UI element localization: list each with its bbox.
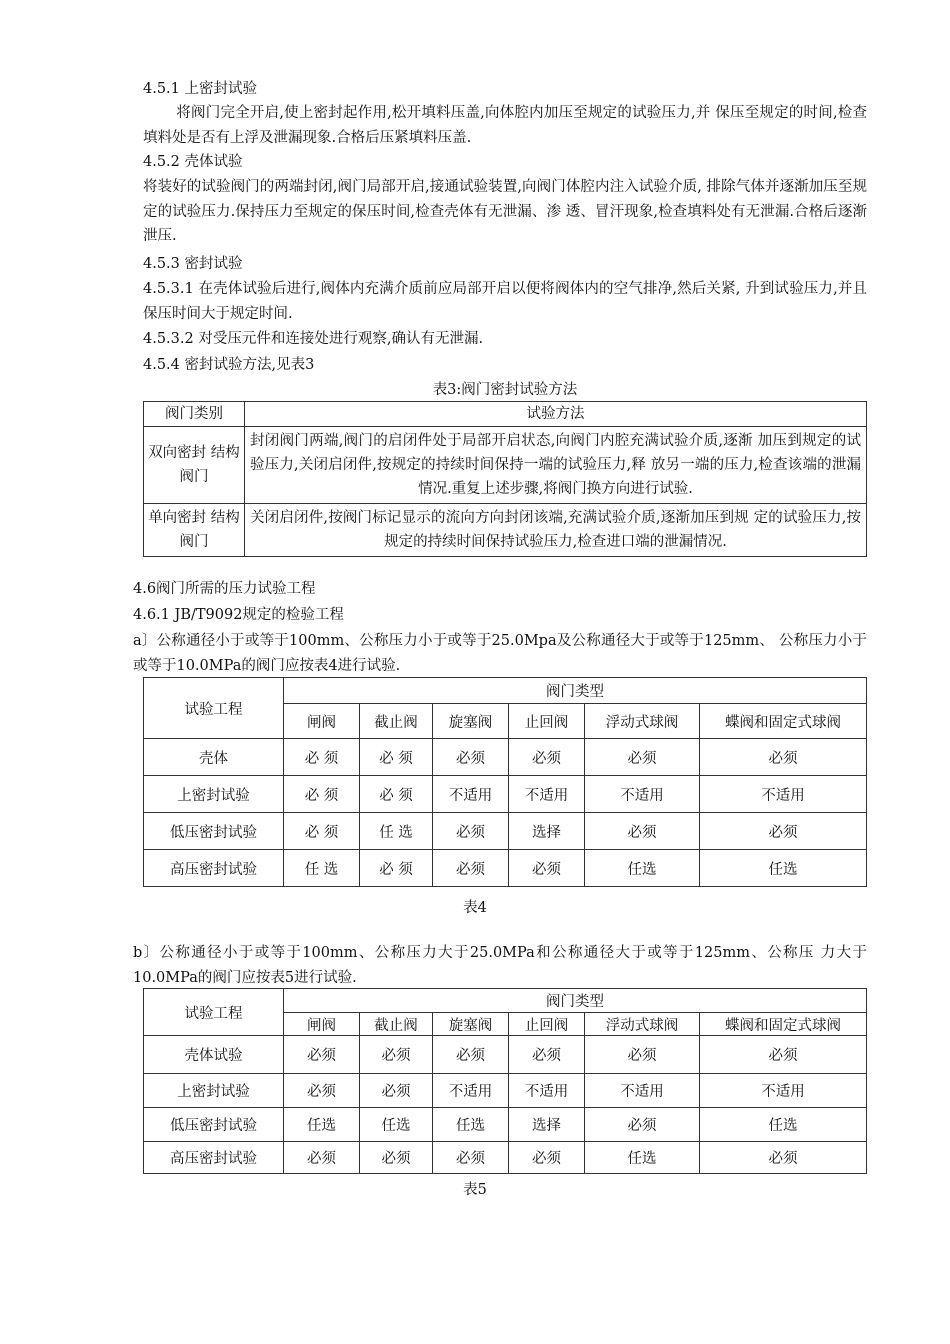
heading-4-6: 4.6阀门所需的压力试验工程 [133, 581, 316, 597]
table5-group-header: 阀门类型 [284, 989, 867, 1013]
table5-cell: 必须 [700, 1036, 867, 1074]
table5-cell: 任选 [433, 1108, 509, 1142]
paragraph-4-5-3-1: 4.5.3.1 在壳体试验后进行,阀体内充满介质前应局部开启以便将阀体内的空气排净,然后关紧, 升到试验压力,并且保压时间大于规定时间. [143, 281, 867, 322]
table5-item: 高压密封试验 [144, 1142, 284, 1174]
table5-cell: 任选 [700, 1108, 867, 1142]
table4-cell: 必须 [700, 813, 867, 850]
heading-4-5-4: 4.5.4 密封试验方法,见表3 [143, 357, 315, 373]
table4-cell: 必 须 [360, 776, 433, 813]
table-row [144, 1074, 867, 1108]
table4-cell: 必须 [433, 850, 509, 887]
table4-cell: 选择 [509, 813, 585, 850]
table5-cell: 必须 [360, 1142, 433, 1174]
table3-header-method: 试验方法 [245, 402, 867, 427]
table3 [143, 401, 867, 557]
table4-cell: 必须 [509, 739, 585, 776]
heading-4-6-1: 4.6.1 JB/T9092规定的检验工程 [133, 607, 344, 623]
table5-item: 低压密封试验 [144, 1108, 284, 1142]
table4-cell: 不适用 [433, 776, 509, 813]
table3-row-type: 双向密封 结构阀门 [144, 427, 245, 504]
table5-caption: 表5 [463, 1182, 487, 1198]
table4-cell: 不适用 [700, 776, 867, 813]
table4-column-header: 止回阀 [509, 704, 585, 739]
table4-cell: 任选 [585, 850, 700, 887]
heading-4-5-2: 4.5.2 壳体试验 [143, 154, 243, 170]
table5-column-header: 蝶阀和固定式球阀 [700, 1013, 867, 1036]
table4-cell: 不适用 [509, 776, 585, 813]
table5-cell: 任选 [284, 1108, 360, 1142]
table4-item: 低压密封试验 [144, 813, 284, 850]
table4-cell: 必 须 [284, 813, 360, 850]
table4-column-header: 蝶阀和固定式球阀 [700, 704, 867, 739]
table4-column-header: 浮动式球阀 [585, 704, 700, 739]
table-row [144, 739, 867, 776]
paragraph-4-5-1: 将阀门完全开启,使上密封起作用,松开填料压盖,向体腔内加压至规定的试验压力,并 保压至规定的时间,检查填料处是否有上浮及泄漏现象.合格后压紧填料压盖. [143, 105, 867, 146]
table5-item: 上密封试验 [144, 1074, 284, 1108]
table-row [144, 850, 867, 887]
table-row [144, 813, 867, 850]
table4-cell: 任 选 [360, 813, 433, 850]
table4-item: 上密封试验 [144, 776, 284, 813]
table3-row-type: 单向密封 结构阀门 [144, 504, 245, 557]
paragraph-item-a: a〕公称通径小于或等于100mm、公称压力小于或等于25.0Mpa及公称通径大于或等于125mm、 公称压力小于或等于10.0MPa的阀门应按表4进行试验. [133, 633, 867, 674]
table5-cell: 必须 [360, 1074, 433, 1108]
table-row [144, 1142, 867, 1174]
table5-cell: 任选 [585, 1142, 700, 1174]
table3-row-method: 关闭启闭件,按阀门标记显示的流向方向封闭该端,充满试验介质,逐渐加压到规 定的试验压力,按规定的持续时间保持试验压力,检查进口端的泄漏情况. [245, 504, 867, 557]
table4-item-header: 试验工程 [144, 678, 284, 739]
table5-column-header: 旋塞阀 [433, 1013, 509, 1036]
heading-4-5-3: 4.5.3 密封试验 [143, 256, 243, 272]
table4-cell: 必 须 [360, 739, 433, 776]
table4-item: 高压密封试验 [144, 850, 284, 887]
table5-item-header: 试验工程 [144, 989, 284, 1036]
table5-cell: 不适用 [585, 1074, 700, 1108]
table5-cell: 不适用 [509, 1074, 585, 1108]
paragraph-4-5-2: 将装好的试验阀门的两端封闭,阀门局部开启,接通试验装置,向阀门体腔内注入试验介质, 排除气体并逐渐加压至规定的试验压力.保持压力至规定的保压时间,检查壳体有无泄漏、渗 透、冒汗现象,检查填料处有无泄漏.合格后逐渐泄压. [143, 179, 867, 244]
table4-item: 壳体 [144, 739, 284, 776]
table5-cell: 必须 [360, 1036, 433, 1074]
table4-column-header: 闸阀 [284, 704, 360, 739]
table-row [144, 1036, 867, 1074]
table4-cell: 必须 [433, 813, 509, 850]
table5-cell: 任选 [360, 1108, 433, 1142]
table4-cell: 任选 [700, 850, 867, 887]
table5-column-header: 截止阀 [360, 1013, 433, 1036]
table-row [144, 776, 867, 813]
table4-caption: 表4 [463, 900, 487, 916]
table5-cell: 必须 [509, 1036, 585, 1074]
table3-header-type: 阀门类别 [144, 402, 245, 427]
table5-cell: 必须 [433, 1036, 509, 1074]
table3-row-method: 封闭阀门两端,阀门的启闭件处于局部开启状态,向阀门内腔充满试验介质,逐渐 加压到规定的试验压力,关闭启闭件,按规定的持续时间保持一端的试验压力,释 放另一端的压力,检查该端的泄漏情况.重复上述步骤,将阀门换方向进行试验. [245, 427, 867, 504]
table4-cell: 必须 [585, 813, 700, 850]
table4-cell: 必 须 [360, 850, 433, 887]
table4-cell: 必须 [585, 739, 700, 776]
table5-cell: 必须 [585, 1108, 700, 1142]
table4-cell: 必须 [509, 850, 585, 887]
paragraph-item-b: b〕公称通径小于或等于100mm、公称压力大于25.0MPa和公称通径大于或等于125mm、公称压 力大于10.0MPa的阀门应按表5进行试验. [133, 945, 867, 986]
table3-caption: 表3:阀门密封试验方法 [432, 382, 578, 398]
table5-cell: 必须 [284, 1074, 360, 1108]
table4-cell: 不适用 [585, 776, 700, 813]
table4-cell: 必须 [700, 739, 867, 776]
table5-cell: 必须 [284, 1142, 360, 1174]
table5-cell: 必须 [509, 1142, 585, 1174]
paragraph-4-5-3-2: 4.5.3.2 对受压元件和连接处进行观察,确认有无泄漏. [143, 331, 484, 347]
table4-column-header: 截止阀 [360, 704, 433, 739]
table5-cell: 选择 [509, 1108, 585, 1142]
table5-column-header: 浮动式球阀 [585, 1013, 700, 1036]
table4 [143, 677, 867, 887]
table4-cell: 必须 [433, 739, 509, 776]
table5-cell: 必须 [585, 1036, 700, 1074]
table5-cell: 必须 [284, 1036, 360, 1074]
heading-4-5-1: 4.5.1 上密封试验 [143, 81, 258, 97]
table5-cell: 不适用 [433, 1074, 509, 1108]
table4-cell: 必 须 [284, 739, 360, 776]
table5-item: 壳体试验 [144, 1036, 284, 1074]
table5-column-header: 止回阀 [509, 1013, 585, 1036]
table4-cell: 任 选 [284, 850, 360, 887]
table5-column-header: 闸阀 [284, 1013, 360, 1036]
table-row [144, 1108, 867, 1142]
table5-cell: 必须 [433, 1142, 509, 1174]
table4-column-header: 旋塞阀 [433, 704, 509, 739]
table5-cell: 必须 [700, 1142, 867, 1174]
table5-cell: 不适用 [700, 1074, 867, 1108]
table5 [143, 988, 867, 1174]
table4-group-header: 阀门类型 [284, 678, 867, 704]
table4-cell: 必 须 [284, 776, 360, 813]
